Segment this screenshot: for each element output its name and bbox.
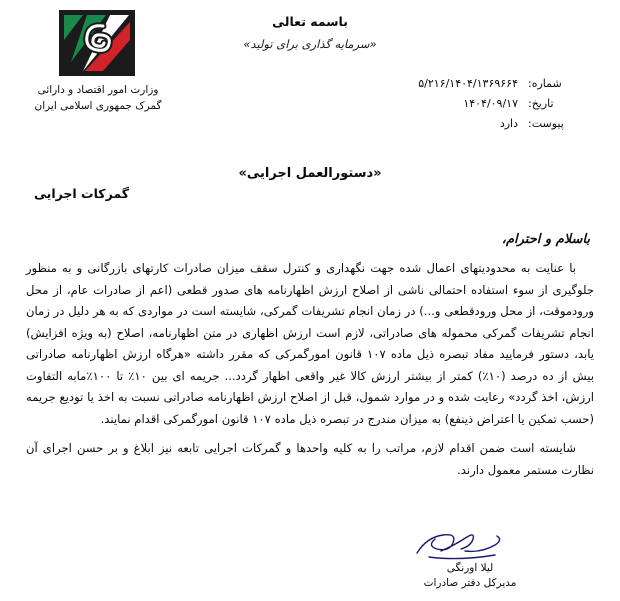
meta-value-number: ۵/۲۱۶/۱۴۰۴/۱۳۶۹۶۶۴: [418, 77, 518, 90]
document-header: [26, 8, 594, 158]
handwritten-signature: [380, 527, 560, 561]
organization-line-1: وزارت امور اقتصاد و دارائی: [37, 84, 159, 96]
meta-label-attachment: پیوست:: [528, 117, 564, 130]
body-paragraph-1: با عنایت به محدودیتهای اعمال شده جهت نگهداری و کنترل سقف میزان صادرات کارتهای بازرگانی و به منظور جلوگیری از سوء استفاده احتمالی ناشی از اصلاح ارزش اظهارنامه های صدور قطعی (اعم از صادرات عام، از محل ورودموقت، از محل ورودقطعی و...) در زمان انجام تشریفات گمرکی، شایسته است در مواردی که به هر دلیل در زمان انجام تشریفات گمرکی محموله های صادراتی، لازم است ارزش اظهاری در متن اظهارنامه، اصلاح (به ویژه افزایش) یابد، دستور فرمایید مفاد تبصره ذیل ماده ۱۰۷ قانون امورگمرکی که مقرر داشته «هرگاه ارزش اظهارنامه صادراتی بیش از ده درصد (۱۰٪) کمتر از بیشتر ارزش کالا غیر واقعی اظهار گردد... جریمه ای بین ۱۰٪ تا ۱۰۰٪مابه التفاوت ارزش، اخذ گردد» رعایت شده و در موارد شمول، قبل از اصلاح ارزش اظهارنامه صادراتی نسبت به اخذ یا تودیع جریمه (حسب تمکین یا اعتراض ذینفع) به میزان مندرج در تبصره ذیل ماده ۱۰۷ قانون امورگمرکی اقدام نمایند.: [26, 261, 595, 426]
addressee: گمرکات اجرایی: [34, 186, 129, 201]
signature-role: مدیرکل دفتر صادرات: [423, 577, 517, 589]
year-slogan: «سرمایه گذاری برای تولید»: [243, 37, 377, 51]
document-body: [26, 258, 594, 489]
salutation: باسلام و احترام،: [501, 232, 590, 247]
meta-value-date: ۱۴۰۴/۰۹/۱۷: [463, 97, 518, 110]
meta-row-date: [336, 94, 586, 114]
organization-line-2: گمرک جمهوری اسلامی ایران: [34, 100, 162, 112]
logo-block: [34, 10, 162, 112]
body-paragraph-2: شایسته است ضمن اقدام لازم، مراتب را به کلیه واحدها و گمرکات اجرایی تابعه نیز ابلاغ و بر حسن اجرای آن نظارت مستمر معمول دارند.: [26, 441, 594, 477]
page-title: «دستورالعمل اجرایی»: [238, 166, 382, 181]
organization-name: [10, 82, 186, 114]
meta-label-number: شماره:: [528, 77, 562, 90]
basmala-text: باسمه تعالی: [272, 14, 348, 29]
meta-value-attachment: دارد: [499, 117, 518, 130]
meta-label-date: تاریخ:: [528, 97, 554, 110]
meta-row-attachment: [336, 114, 586, 134]
signature-block: [380, 527, 560, 591]
iran-customs-logo-icon: [59, 10, 135, 76]
signature-name: لیلا اورنگی: [446, 562, 494, 574]
document-meta: [336, 74, 586, 134]
meta-row-number: [336, 74, 586, 94]
